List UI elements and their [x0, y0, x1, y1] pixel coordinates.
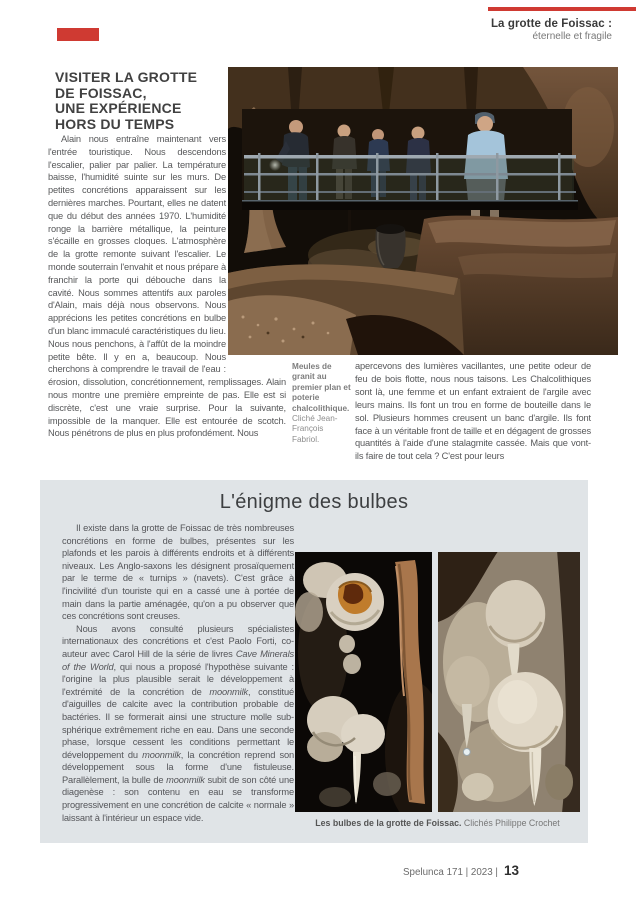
article-title-line: HORS DU TEMPS: [55, 115, 175, 132]
sidebar-box-text: [62, 522, 294, 824]
article-title-line: VISITER LA GROTTE: [55, 69, 198, 85]
running-header: [491, 17, 612, 44]
sidebar-paragraph-1: Il existe dans la grotte de Foissac de très nombreuses concrétions en forme de bulbes, présentes sur les plafonds et les parois à différents endroits et à différents niveaux. Les Anglo-saxons les désignent prosaïquement par le terme de « turnips » (navets). C'est grâce à l'incivilité d'un touriste qui en a cassé une à portée de main dans la partie aménagée, qu'on a pu observer que ces concrétions sont creuses.: [62, 523, 294, 622]
running-header-subtitle: éternelle et fragile: [532, 31, 612, 43]
bulb-photo-left: [295, 552, 432, 812]
cave-photo-image: [228, 67, 618, 355]
header-accent-bar: [488, 7, 636, 11]
sidebar-box-title: L'énigme des bulbes: [219, 491, 409, 513]
sidebar-paragraph-2: Nous avons consulté plusieurs spécialistes internationaux des concrétions et c'est Paolo Forti, co-auteur avec Carol Hill de la série de livres Cave Minerals of the World, qui nous a proposé l'hypothèse suivante : l'origine la plus plausible serait le développement à l'extrémité de la concrétion de moonmilk, constitué d'aiguilles de calcite avec la contribution probable de bactéries. Il se formerait ainsi une structure molle sub-sphérique extrêmement riche en eau. Dans une seconde phase, lorsque cessent les conditions permettant le développement du moonmilk, la concrétion reprend son développement sous la forme d'une fistuleuse. Parallèlement, la bulle de moonmilk subit de son côté une diagenèse : son contenu en eau se transforme progressivement en une concrétion de calcite « normale » laissant à l'intérieur un espace vide.: [62, 623, 295, 823]
running-header-title: La grotte de Foissac :: [490, 18, 612, 30]
body-text-right: apercevons des lumières vacillantes, une petite odeur de feu de bois flotte, nous nous taisons. Les Chalcolithiques sont là, une femme et un enfant extraient de l'argile avec leurs mains. Ils font un trou en forme de bouteille dans le sol. Plusieurs hommes creusent un banc d'argile. Ils font face à un véritable front de taille et en dégagent de grosses quantités à l'aide d'une stalagmite cassée. Mais que vont-ils faire de tout cela ? C'est pour leurs: [355, 361, 591, 462]
article-title-line: DE FOISSAC,: [55, 84, 147, 101]
cave-scene-graphic: [228, 67, 618, 355]
journal-issue: Spelunca 171 | 2023 |: [403, 867, 498, 878]
top-left-accent-block: [57, 28, 99, 41]
bulbs-photo-caption: [295, 818, 580, 828]
bulbes-sidebar-box: [40, 480, 588, 843]
caption-credit: Clichés Philippe Crochet: [463, 818, 560, 828]
caption-description: Meules de granit au premier plan et poterie chalcolithique.: [292, 362, 351, 413]
page-footer: [403, 863, 519, 878]
body-text-right-column: [355, 360, 591, 463]
bulb-photo-right: [438, 552, 580, 812]
bulb-left-graphic: [295, 552, 432, 812]
article-title: [55, 70, 197, 132]
caption-description: Les bulbes de la grotte de Foissac.: [315, 818, 462, 828]
caption-credit: Cliché Jean-François Fabriol.: [292, 414, 338, 444]
page-number: 13: [503, 863, 520, 878]
article-title-line: UNE EXPÉRIENCE: [55, 100, 182, 117]
body-text-left: Alain nous entraîne maintenant vers l'entrée touristique. Nous descendons l'escalier, palier par palier. La température baisse, l'humidité suinte sur les murs. De petites concrétions apparaissent sur les dernières marches. Pourtant, elles ne datent que du début des années 1970. L'humidité ronge la barrière métallique, la peinture s'écaille en grosses cloques. L'atmosphère de la grotte remonte suivant l'escalier. Le monde souterrain l'envahit et nous prépare à franchir la porte qui débouche dans la cavité. Nous sommes attentifs aux paroles d'Alain, mais déjà nous observons. Nous apprécions les petites concrétions en bulbe d'un blanc immaculé caractéristiques du lieu. Nous nous penchons, à l'affût de la moindre petite bête. Il y en a, beaucoup. Nous cherchons à comprendre le travail de l'eau : érosion, dissolution, concrétionnement, remplissages. Alain nous montre une première empreinte de pas. Elle est si discrète, c'est une vraie surprise. Pour la suivante, impossible de la manquer. Elle est entourée de scotch. Nous pénétrons de plus en plus profondément. Nous: [48, 134, 286, 439]
bulb-right-graphic: [438, 552, 580, 812]
cave-photo-caption: [292, 362, 352, 445]
